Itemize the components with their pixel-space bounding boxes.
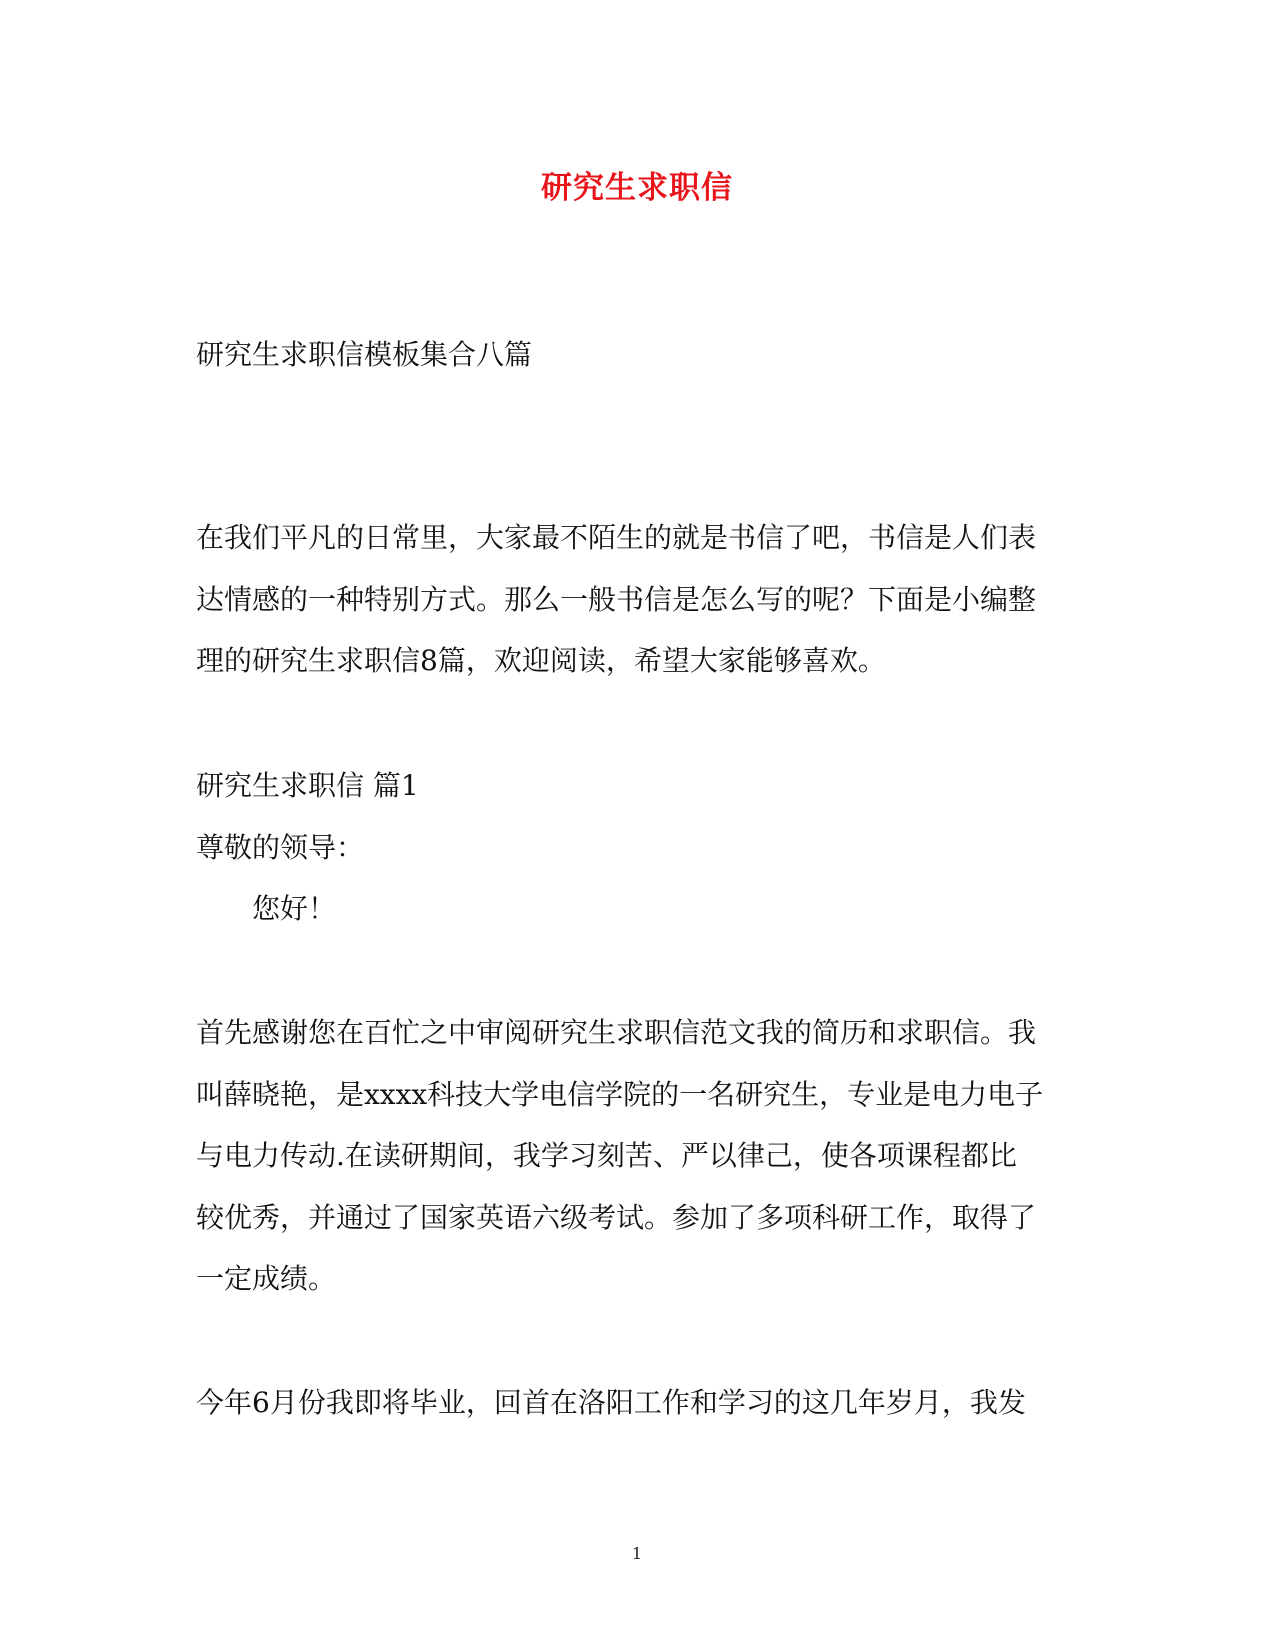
paragraph1-line-1: 首先感谢您在百忙之中审阅研究生求职信范文我的简历和求职信。我	[196, 1016, 1037, 1049]
greeting: 您好！	[252, 892, 337, 925]
paragraph2-line-1: 今年6月份我即将毕业，回首在洛阳工作和学习的这几年岁月，我发	[196, 1386, 1026, 1419]
paragraph1-line-2: 叫薛晓艳，是xxxx科技大学电信学院的一名研究生，专业是电力电子	[196, 1078, 1044, 1111]
intro-line-3: 理的研究生求职信8篇，欢迎阅读，希望大家能够喜欢。	[196, 644, 886, 677]
page-number: 1	[631, 1544, 643, 1563]
intro-line-2: 达情感的一种特别方式。那么一般书信是怎么写的呢？下面是小编整	[196, 583, 1037, 616]
document-subtitle: 研究生求职信模板集合八篇	[196, 338, 533, 371]
intro-line-1: 在我们平凡的日常里，大家最不陌生的就是书信了吧，书信是人们表	[196, 521, 1037, 554]
paragraph1-line-5: 一定成绩。	[196, 1262, 337, 1295]
section-heading: 研究生求职信 篇1	[196, 769, 419, 802]
salutation: 尊敬的领导：	[196, 831, 365, 864]
paragraph1-line-3: 与电力传动.在读研期间，我学习刻苦、严以律己，使各项课程都比	[196, 1139, 1017, 1172]
paragraph1-line-4: 较优秀，并通过了国家英语六级考试。参加了多项科研工作，取得了	[196, 1201, 1037, 1234]
document-title: 研究生求职信	[541, 170, 733, 206]
